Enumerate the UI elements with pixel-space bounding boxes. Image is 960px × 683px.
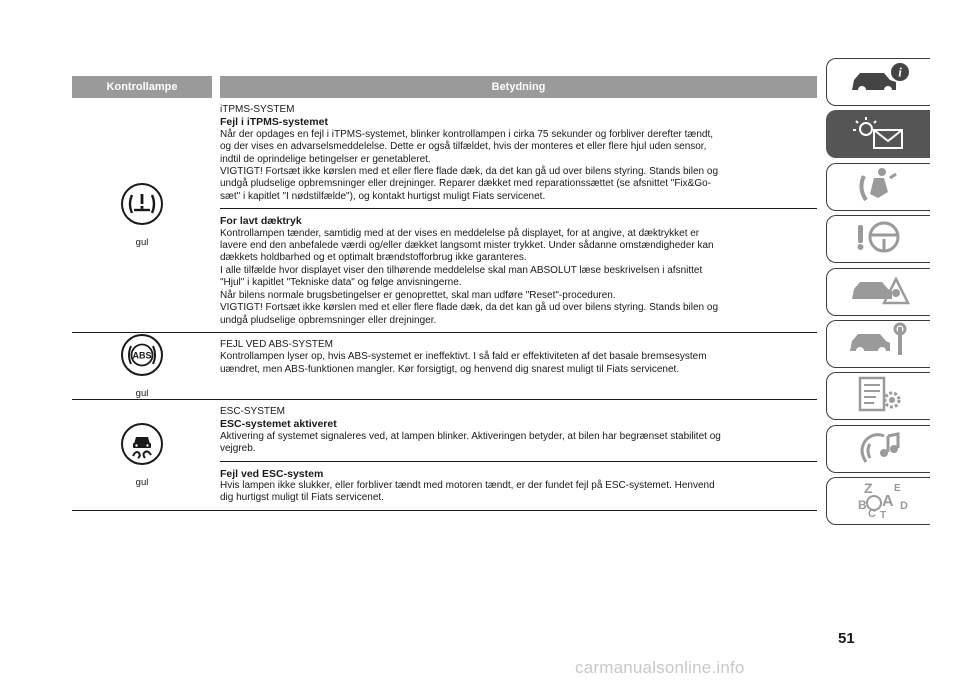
safety-tab[interactable]	[826, 163, 930, 211]
indicator-cell	[72, 98, 212, 332]
table-header	[72, 76, 817, 98]
section-heading: Fejl ved ESC-system	[220, 467, 324, 480]
svg-text:ABS: ABS	[132, 350, 152, 361]
header-kontrollampe: Kontrollampe	[72, 76, 212, 98]
section-heading: ESC-systemet aktiveret	[220, 418, 337, 431]
indicator-color-label: gul	[135, 236, 149, 248]
car-wrench-icon	[844, 321, 914, 366]
text-line: VIGTIGT! Fortsæt ikke kørslen med et eller flere flade dæk, da det kan gå ud over bilens styring. Stands bilen og	[220, 166, 719, 178]
text-line: dækkets holdbarhed og et optimalt brændstofforbrug ikke garanteres.	[220, 252, 527, 264]
text-line: undgå pludselige opbremsninger eller drejninger.	[220, 314, 437, 326]
text-line: Hvis lampen ikke slukker, eller forbliver tændt med motoren tændt, er der fundet fejl på ESC-systemet. Henvend	[220, 479, 715, 491]
description-cell	[220, 400, 817, 510]
table-row	[72, 400, 817, 511]
indicator-color-label: gul	[135, 476, 149, 488]
abs-warning-icon	[120, 333, 164, 382]
page-number: 51	[838, 630, 855, 647]
description-block	[220, 333, 817, 381]
indicator-cell	[72, 400, 212, 510]
text-line: FEJL VED ABS-SYSTEM	[220, 338, 333, 350]
text-line: sæt" i kapitlet "I nødstilfælde"), og kontakt hurtigst muligt Fiats servicenet.	[220, 190, 546, 202]
text-line: iTPMS-SYSTEM	[220, 104, 295, 115]
indicator-color-label: gul	[135, 387, 149, 399]
svg-text:T: T	[879, 509, 886, 519]
text-line: og der vises en advarselsmeddelelse. Dette er også tilfældet, hvis der monteres et eller flere hjul uden sensor,	[220, 141, 707, 153]
svg-text:A: A	[881, 492, 894, 510]
text-line: indtil de oprindelige betingelser er genetableret.	[220, 153, 431, 165]
chapter-sidebar	[826, 58, 930, 530]
car-info-icon	[844, 60, 914, 105]
description-cell	[220, 333, 817, 399]
car-info-tab[interactable]	[826, 58, 930, 106]
steering-wheel-icon	[844, 217, 914, 262]
table-row	[72, 98, 817, 333]
tpms-warning-icon	[120, 182, 164, 231]
text-line: Aktivering af systemet signaleres ved, at lampen blinker. Aktiveringen betyder, at bilen har begrænset stabilitet og	[220, 430, 721, 442]
alphabet-index-icon	[844, 479, 914, 524]
description-block	[220, 98, 817, 208]
svg-text:i: i	[897, 64, 902, 79]
svg-text:B: B	[857, 497, 867, 512]
section-heading: For lavt dæktryk	[220, 215, 302, 228]
text-line: Når der opdages en fejl i iTPMS-systemet, blinker kontrollampen i cirka 75 sekunder og forbliver derefter tændt,	[220, 128, 714, 140]
text-line: I alle tilfælde hvor displayet viser den tilhørende meddelelse skal man ABSOLUT læse beskrivelsen i afsnittet	[220, 264, 703, 276]
text-line: dig hurtigst muligt til Fiats servicenet.	[220, 492, 384, 504]
warning-lights-tab[interactable]	[826, 110, 930, 158]
multimedia-tab[interactable]	[826, 425, 930, 473]
section-heading: Fejl i iTPMS-systemet	[220, 116, 328, 129]
technical-data-tab[interactable]	[826, 372, 930, 420]
maintenance-tab[interactable]	[826, 320, 930, 368]
watermark: carmanualsonline.info	[575, 658, 745, 677]
text-line: uændret, men ABS-funktionen mangler. Kør forsigtigt, og henvend dig snarest muligt til Fiats servicenet.	[220, 363, 680, 375]
description-block	[220, 461, 817, 510]
text-line: Kontrollampen lyser op, hvis ABS-systemet er ineffektivt. I så fald er effektiviteten af det basale bremsesystem	[220, 351, 707, 363]
car-emergency-icon	[844, 269, 914, 314]
table-body	[72, 98, 817, 511]
text-line: "Hjul" i kapitlet "Tekniske data" og følge anvisningerne.	[220, 277, 462, 289]
warning-lights-table	[72, 76, 817, 511]
description-block	[220, 400, 817, 461]
multimedia-icon	[844, 426, 914, 471]
document-gear-icon	[844, 374, 914, 419]
svg-text:Z: Z	[863, 479, 873, 496]
svg-text:C: C	[867, 507, 876, 519]
text-line: VIGTIGT! Fortsæt ikke kørslen med et eller flere flade dæk, da det kan gå ud over bilens styring. Stands bilen og	[220, 302, 719, 314]
text-line: ESC-SYSTEM	[220, 405, 286, 417]
driving-tab[interactable]	[826, 215, 930, 263]
text-line: lavere end den anbefalede værdi og/eller dækket langsomt mister trykket. Under sådanne omstændigheder kan	[220, 240, 714, 252]
warning-lights-icon	[844, 112, 914, 157]
text-line: Når bilens normale brugsbetingelser er genoprettet, skal man udføre "Reset"-proceduren.	[220, 289, 616, 301]
svg-text:D: D	[899, 499, 908, 512]
emergency-tab[interactable]	[826, 268, 930, 316]
seat-airbag-icon	[844, 164, 914, 209]
description-block	[220, 208, 817, 332]
table-row	[72, 333, 817, 400]
svg-text:E: E	[893, 482, 901, 494]
esc-warning-icon	[120, 422, 164, 471]
index-tab[interactable]	[826, 477, 930, 525]
text-line: Kontrollampen tænder, samtidig med at der vises en meddelelse på displayet, for at angive, at dæktrykket er	[220, 227, 700, 239]
description-cell	[220, 98, 817, 332]
header-betydning: Betydning	[220, 76, 817, 98]
text-line: undgå pludselige opbremsninger eller drejninger. Reparer dækket med reparationssættet (se afsnittet "Fix&Go-	[220, 178, 712, 190]
indicator-cell	[72, 333, 212, 399]
text-line: vejgreb.	[220, 443, 256, 455]
